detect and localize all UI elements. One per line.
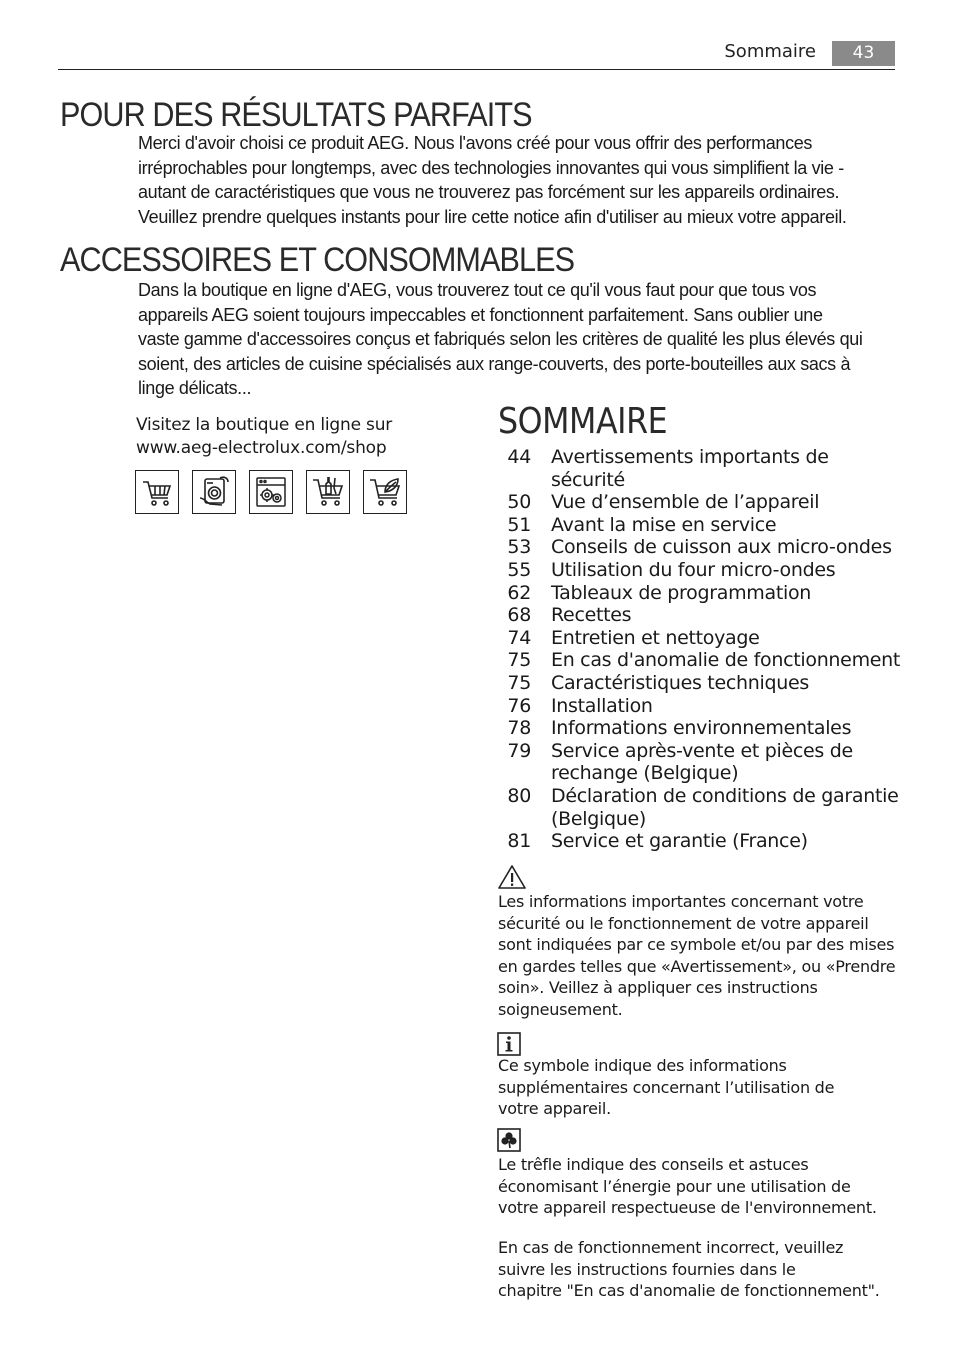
- toc-entry-title: Caractéristiques techniques: [551, 671, 809, 694]
- toc-entry[interactable]: [498, 740, 908, 785]
- fault-note: [498, 1237, 898, 1302]
- toc-entry-line: Déclaration de conditions de garantie: [551, 784, 899, 807]
- shopping-cart-icon: [135, 470, 179, 514]
- intro-line: Merci d'avoir choisi ce produit AEG. Nous l'avons créé pour vous offrir des performances: [138, 133, 813, 153]
- toc-entry[interactable]: [498, 627, 908, 650]
- toc-page: 78: [507, 717, 531, 740]
- toc-page: 62: [507, 581, 531, 604]
- clover-icon: [497, 1128, 521, 1156]
- intro-line: Veuillez prendre quelques instants pour lire cette notice afin d'utiliser au mieux votre appareil.: [138, 206, 847, 227]
- warning-note-line: sécurité ou le fonctionnement de votre appareil: [498, 913, 869, 933]
- warning-note-line: sont indiquées par ce symbole et/ou par des mises: [498, 935, 895, 954]
- fault-note-line: suivre les instructions fournies dans le: [498, 1259, 796, 1279]
- eco-note-line: votre appareil respectueuse de l'environnement.: [498, 1198, 877, 1217]
- bottle-cart-icon: [306, 470, 350, 514]
- warning-note-line: en gardes telles que «Avertissement», ou «Prendre: [498, 956, 896, 976]
- toc-entry-line: rechange (Belgique): [551, 762, 739, 785]
- accessories-line: vaste gamme d'accessoires conçus et fabriqués selon les critères de qualité les plus élevés qui: [138, 329, 863, 349]
- info-note-line: supplémentaires concernant l’utilisation de: [498, 1077, 835, 1097]
- toc-title: SOMMAIRE: [498, 401, 668, 442]
- toc-entry-title: Recettes: [551, 604, 632, 627]
- warning-note-line: soigneusement.: [498, 999, 623, 1019]
- toc-entry-title: Utilisation du four micro-ondes: [551, 558, 836, 581]
- toc-entry-title: Installation: [551, 694, 653, 717]
- section-title-results: POUR DES RÉSULTATS PARFAITS: [60, 96, 532, 134]
- toc-entry-line: Service après-vente et pièces de: [551, 739, 853, 762]
- accessories-line: linge délicats...: [138, 378, 252, 398]
- toc-entry[interactable]: [498, 672, 908, 695]
- section-title-accessories: ACCESSOIRES ET CONSOMMABLES: [60, 241, 575, 279]
- shop-visit-line: Visitez la boutique en ligne sur: [136, 415, 393, 435]
- page-number-badge: 43: [832, 41, 895, 66]
- intro-line: irréprochables pour longtemps, avec des technologies innovantes qui vous simplifient la vie -: [138, 157, 844, 178]
- toc-entry-title: Avant la mise en service: [551, 513, 777, 536]
- toc-page: 68: [507, 604, 531, 627]
- intro-line: autant de caractéristiques que vous ne trouverez pas forcément sur les appareils ordinaires.: [138, 182, 840, 202]
- accessories-paragraph: [138, 278, 898, 401]
- warning-note: [498, 891, 898, 1020]
- toc-entry[interactable]: [498, 649, 908, 672]
- toc-page: 44: [507, 446, 531, 468]
- toc-page: 80: [507, 784, 531, 807]
- toc-page: 75: [507, 671, 531, 694]
- toc-page: 55: [507, 558, 531, 581]
- toc-entry[interactable]: [498, 446, 908, 491]
- accessories-line: soient, des articles de cuisine spécialisés aux range-couverts, des porte-bouteilles aux sacs à: [138, 353, 851, 374]
- toc-entry-title: [551, 740, 901, 785]
- eco-note-line: Le trêfle indique des conseils et astuces: [498, 1155, 809, 1174]
- appliance-gears-icon: [249, 470, 293, 514]
- warning-note-line: Les informations importantes concernant votre: [498, 892, 864, 911]
- toc-page: 51: [507, 513, 531, 536]
- info-note-line: Ce symbole indique des informations: [498, 1056, 787, 1075]
- header-rule: [58, 69, 895, 70]
- toc-entry[interactable]: [498, 830, 908, 853]
- fault-note-line: En cas de fonctionnement incorrect, veuillez: [498, 1238, 844, 1257]
- shop-visit-text: [136, 414, 456, 460]
- fault-note-line: chapitre "En cas d'anomalie de fonctionnement".: [498, 1281, 880, 1300]
- toc-page: 50: [507, 491, 531, 514]
- toc-entry-title: [551, 785, 901, 830]
- toc-entry-title: Service et garantie (France): [551, 830, 808, 853]
- toc-entry-title: Vue d’ensemble de l’appareil: [551, 491, 820, 514]
- toc-page: 79: [507, 739, 531, 762]
- running-header-section: Sommaire: [724, 41, 816, 62]
- toc-entry[interactable]: [498, 582, 908, 605]
- toc-page: 81: [507, 830, 531, 853]
- accessories-line: appareils AEG soient toujours impeccables et fonctionnent parfaitement. Sans oublier une: [138, 304, 823, 325]
- toc-entry[interactable]: [498, 536, 908, 559]
- washing-machine-hand-icon: [192, 470, 236, 514]
- toc-page: 75: [507, 649, 531, 672]
- toc-page: 74: [507, 626, 531, 649]
- toc-page: 76: [507, 694, 531, 717]
- intro-paragraph: [138, 131, 898, 229]
- toc-entry-title: Avertissements importants de sécurité: [551, 446, 829, 491]
- toc-entry[interactable]: [498, 717, 908, 740]
- accessories-line: Dans la boutique en ligne d'AEG, vous trouverez tout ce qu'il vous faut pour que tous vos: [138, 280, 817, 300]
- toc-entry-title: Informations environnementales: [551, 717, 852, 740]
- toc-entry[interactable]: [498, 559, 908, 582]
- toc-entry-title: Entretien et nettoyage: [551, 626, 760, 649]
- eco-note-line: économisant l’énergie pour une utilisation de: [498, 1176, 851, 1196]
- toc-entry[interactable]: [498, 491, 908, 514]
- toc-entry[interactable]: [498, 514, 908, 537]
- toc-entry-title: Tableaux de programmation: [551, 581, 812, 604]
- warning-note-line: soin». Veillez à appliquer ces instructions: [498, 978, 818, 997]
- toc-entry-title: En cas d'anomalie de fonctionnement: [551, 649, 901, 672]
- toc-entry-line: (Belgique): [551, 807, 646, 830]
- toc-entry-title: Conseils de cuisson aux micro-ondes: [551, 536, 892, 559]
- toc-page: 53: [507, 536, 531, 559]
- leaf-cart-icon: [363, 470, 407, 514]
- toc-entry[interactable]: [498, 785, 908, 830]
- info-note-line: votre appareil.: [498, 1099, 611, 1118]
- eco-note: [498, 1154, 898, 1219]
- shop-url[interactable]: www.aeg-electrolux.com/shop: [136, 438, 387, 458]
- warning-triangle-icon: [497, 864, 527, 894]
- toc-entry[interactable]: [498, 695, 908, 718]
- info-note: [498, 1055, 898, 1120]
- table-of-contents: [498, 446, 908, 853]
- toc-entry[interactable]: [498, 604, 908, 627]
